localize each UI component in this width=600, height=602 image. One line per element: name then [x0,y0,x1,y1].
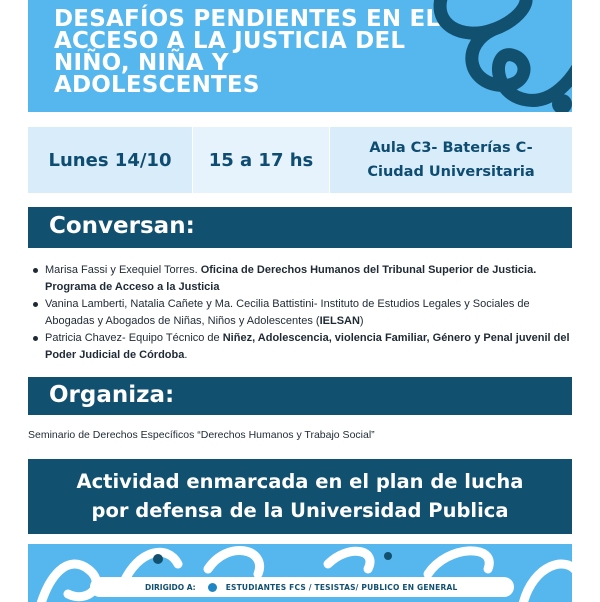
swirl-decoration [422,0,572,112]
organiza-heading: Organiza: [28,377,572,415]
audience-pill [90,577,514,597]
speaker-names: Vanina Lamberti, Natalia Cañete y Ma. Cecilia Battistini- Instituto de Estudios Legales y Sociales de Abogadas y Abogados de Niñas, Niños y Adolescentes ( [45,298,530,327]
event-date: Lunes 14/10 [48,149,172,171]
speaker-tail: . [184,349,188,361]
date-box [28,127,192,193]
dot-icon [208,583,217,592]
speaker-names: Marisa Fassi y Exequiel Torres. [45,264,201,276]
bullet-icon [33,336,38,341]
speaker-affiliation: IELSAN [319,315,360,327]
actividad-banner: Actividad enmarcada en el plan de lucha por defensa de la Universidad Publica [28,459,572,534]
time-box [193,127,329,193]
conversan-heading: Conversan: [28,207,572,248]
organizer-text: Seminario de Derechos Específicos “Derechos Humanos y Trabajo Social” [28,429,375,441]
audience-text: ESTUDIANTES FCS / TESISTAS/ PUBLICO EN GENERAL [225,582,458,592]
audience-label: DIRIGIDO A: [145,582,196,592]
place-box [330,127,572,193]
speakers-list [28,262,572,364]
speaker-affiliation: Niñez, Adolescencia, violencia Familiar, Género y Penal juvenil del Poder Judicial de Córdoba [45,332,570,361]
event-time: 15 a 17 hs [208,149,314,171]
speaker-tail: ) [359,315,364,327]
list-item [28,296,572,330]
list-item [28,262,572,296]
audience-footer [28,544,572,602]
bullet-icon [33,268,38,273]
event-place: Aula C3- Baterías C- Ciudad Universitaria [367,140,535,180]
speaker-affiliation: Oficina de Derechos Humanos del Tribunal Superior de Justicia. Programa de Acceso a la Justicia [45,264,537,293]
list-item [28,330,572,364]
event-title: DESAFÍOS PENDIENTES EN EL ACCESO A LA JUSTICIA DEL NIÑO, NIÑA Y ADOLESCENTES [54,6,441,98]
speaker-names: Patricia Chavez- Equipo Técnico de [45,332,223,344]
event-header [28,0,572,112]
bullet-icon [33,302,38,307]
